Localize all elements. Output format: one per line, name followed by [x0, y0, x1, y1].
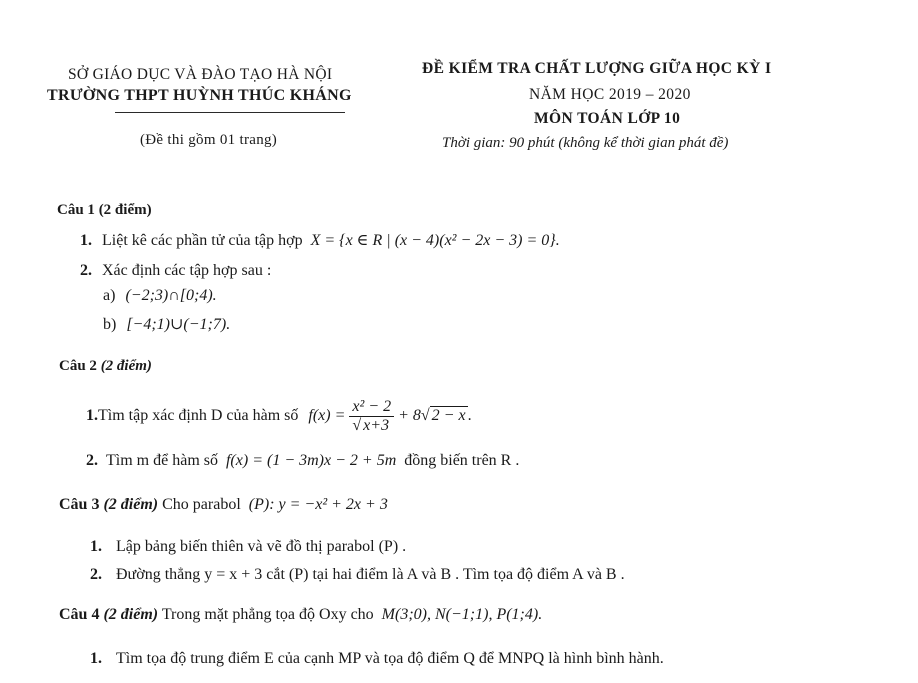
function-lhs: f(x) = [308, 407, 346, 425]
fraction-numerator: x² − 2 [349, 398, 394, 417]
item-number: 1. [80, 232, 92, 249]
set-expression: X = {x ∈ R | (x − 4)(x² − 2x − 3) = 0}. [310, 232, 560, 249]
item-text: Liệt kê các phần tử của tập hợp [102, 232, 303, 249]
sqrt-radicand: x+3 [363, 417, 390, 434]
question-4-item-1 [90, 650, 664, 668]
school-name: TRƯỜNG THPT HUỲNH THÚC KHÁNG [47, 87, 352, 104]
question-2-title: Câu 2 [59, 358, 97, 374]
department-name: SỞ GIÁO DỤC VÀ ĐÀO TẠO HÀ NỘI [68, 66, 333, 83]
sub-expression: (−2;3)∩[0;4). [125, 287, 217, 304]
question-3-heading [59, 496, 388, 514]
question-2-heading [59, 358, 152, 375]
exam-title: ĐỀ KIỂM TRA CHẤT LƯỢNG GIỮA HỌC KỲ I [422, 60, 772, 77]
question-1-item-2 [80, 262, 271, 280]
points-expression: M(3;0), N(−1;1), P(1;4). [381, 606, 543, 623]
parabol-expression: (P): y = −x² + 2x + 3 [248, 496, 388, 513]
school-year: NĂM HỌC 2019 – 2020 [529, 86, 691, 103]
item-text: Tìm m để hàm số [106, 452, 218, 469]
function-expression: f(x) = (1 − 3m)x − 2 + 5m [225, 452, 397, 469]
item-text: Tìm tọa độ trung điểm E của cạnh MP và tọa độ điểm Q để MNPQ là hình bình hành. [116, 650, 664, 667]
question-4-intro: Trong mặt phẳng tọa độ Oxy cho [161, 606, 374, 623]
question-1-item-1 [80, 230, 560, 250]
question-1-item-2a [103, 287, 217, 305]
fraction-denominator: √ x+3 [352, 417, 390, 434]
sub-expression: [−4;1)∪(−1;7). [126, 316, 231, 333]
fraction [349, 398, 394, 435]
sqrt-sign: √ [420, 407, 430, 425]
item-text: Đường thẳng y = x + 3 cắt (P) tại hai điểm là A và B . Tìm tọa độ điểm A và B . [116, 566, 625, 583]
function-tail: + 8 [398, 407, 421, 425]
question-3-item-2 [90, 566, 625, 584]
page-count-note: (Đề thi gồm 01 trang) [140, 132, 278, 148]
item-number: 1. [86, 407, 98, 425]
question-3-title: Câu 3 [59, 496, 100, 513]
item-text: Xác định các tập hợp sau : [102, 262, 272, 279]
item-number: 2. [80, 262, 92, 279]
question-1-item-2b [103, 314, 230, 334]
item-number: 1. [90, 538, 102, 555]
sub-label: a) [103, 287, 116, 304]
sub-label: b) [103, 316, 117, 333]
end-punctuation: . [467, 407, 472, 425]
item-number: 2. [86, 452, 98, 469]
question-2-item-1 [86, 398, 472, 435]
question-1-title: Câu 1 [57, 202, 95, 218]
question-4-heading [59, 606, 542, 624]
question-1-heading [57, 202, 152, 219]
question-2-item-2 [86, 452, 519, 470]
subject: MÔN TOÁN LỚP 10 [534, 110, 681, 127]
question-3-item-1 [90, 538, 406, 556]
time-limit: Thời gian: 90 phút (không kể thời gian phát đề) [442, 135, 729, 151]
item-text-end: đồng biến trên R . [404, 452, 520, 469]
question-4-title: Câu 4 [59, 606, 100, 623]
question-2-points: (2 điểm) [100, 358, 152, 374]
item-text: Tìm tập xác định D của hàm số [98, 407, 299, 425]
header-underline [115, 112, 345, 113]
question-3-intro: Cho parabol [162, 496, 241, 513]
item-number: 2. [90, 566, 102, 583]
item-number: 1. [90, 650, 102, 667]
sqrt-radicand-2: 2 − x [431, 407, 466, 425]
question-4-points: (2 điểm) [103, 606, 159, 623]
question-1-points: (2 điểm) [98, 202, 152, 218]
item-text: Lập bảng biến thiên và vẽ đồ thị parabol (P) . [116, 538, 407, 555]
question-3-points: (2 điểm) [103, 496, 159, 513]
